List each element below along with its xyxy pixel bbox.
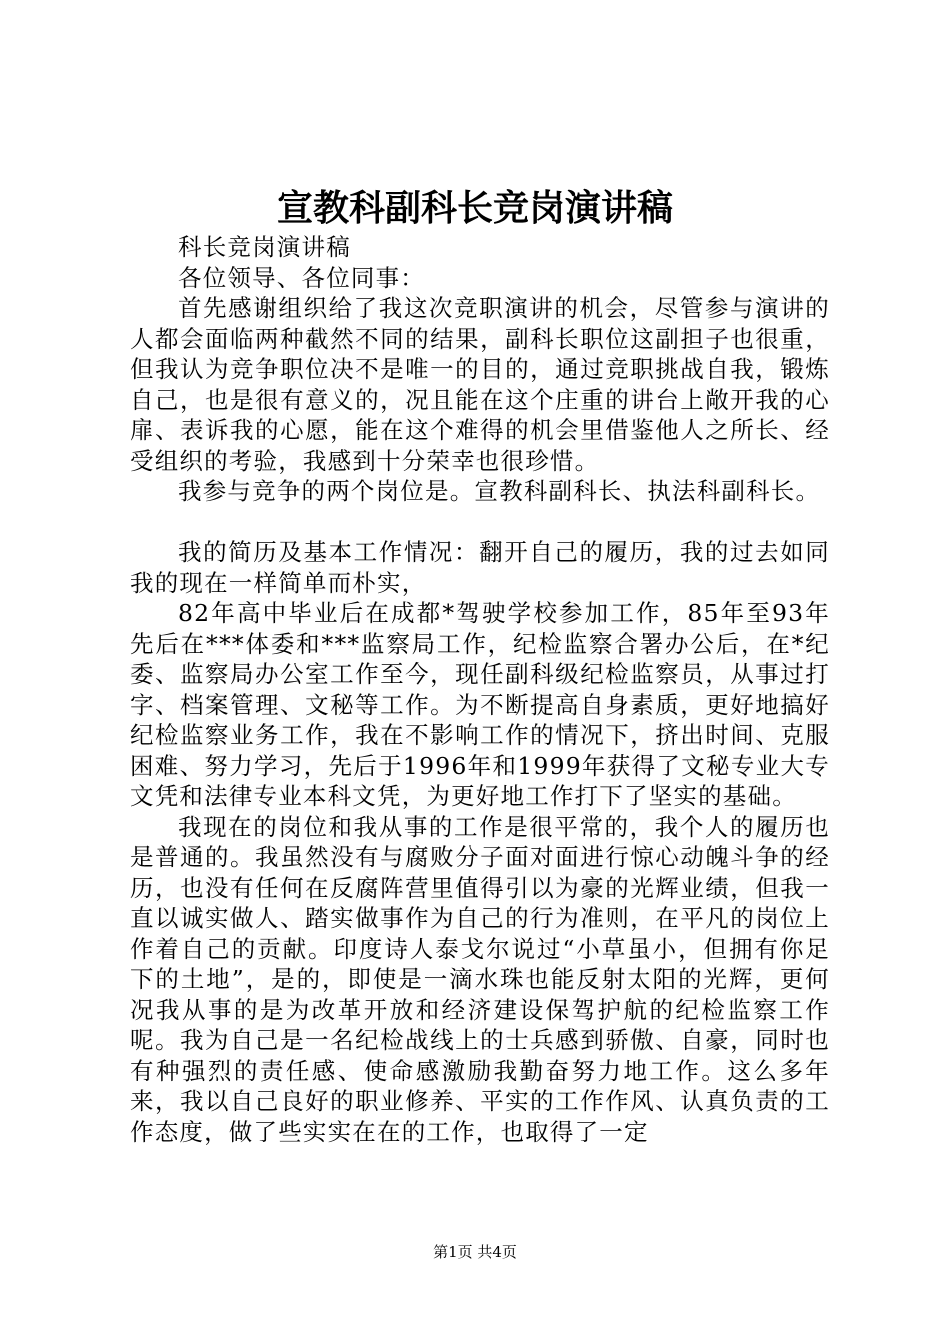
document-body (130, 232, 830, 1147)
paragraph-spacer (130, 507, 830, 538)
page-footer: 第1页 共4页 (433, 1243, 517, 1261)
paragraph-positions: 我参与竞争的两个岗位是。宣教科副科长、执法科副科长。 (178, 477, 821, 505)
paragraph-opening: 首先感谢组织给了我这次竞职演讲的机会，尽管参与演讲的人都会面临两种截然不同的结果，副科长职位这副担子也很重，但我认为竞争职位决不是唯一的目的，通过竞职挑战自我，锻炼自己，也是很有意义的，况且能在这个庄重的讲台上敞开我的心扉、表诉我的心愿，能在这个难得的机会里借鉴他人之所长、经受组织的考验，我感到十分荣幸也很珍惜。 (130, 294, 830, 475)
paragraph-current-work: 我现在的岗位和我从事的工作是很平常的，我个人的履历也是普通的。我虽然没有与腐败分子面对面进行惊心动魄斗争的经历，也没有任何在反腐阵营里值得引以为豪的光辉业绩，但我一直以诚实做人、踏实做事作为自己的行为准则，在平凡的岗位上作着自己的贡献。印度诗人泰戈尔说过“小草虽小，但拥有你足下的土地”，是的，即使是一滴水珠也能反射太阳的光辉，更何况我从事的是为改革开放和经济建设保驾护航的纪检监察工作呢。我为自己是一名纪检战线上的士兵感到骄傲、自豪，同时也有种强烈的责任感、使命感激励我勤奋努力地工作。这么多年来，我以自己良好的职业修养、平实的工作作风、认真负责的工作态度，做了些实实在在的工作，也取得了一定 (130, 812, 830, 1146)
paragraph-subtitle: 科长竞岗演讲稿 (178, 233, 351, 261)
paragraph-salutation: 各位领导、各位同事： (178, 263, 425, 292)
paragraph-resume-detail: 82年高中毕业后在成都*驾驶学校参加工作，85年至93年先后在***体委和***监察局工作，纪检监察合署办公后，在*纪委、监察局办公室工作至今，现任副科级纪检监察员，从事过打字、档案管理、文秘等工作。为不断提高自身素质，更好地搞好纪检监察业务工作，我在不影响工作的情况下，挤出时间、克服困难、努力学习，先后于1996年和1999年获得了文秘专业大专文凭和法律专业本科文凭，为更好地工作打下了坚实的基础。 (130, 599, 830, 810)
document-title: 宣教科副科长竞岗演讲稿 (276, 187, 673, 229)
paragraph-resume-intro: 我的简历及基本工作情况：翻开自己的履历，我的过去如同我的现在一样简单而朴实， (130, 538, 830, 597)
